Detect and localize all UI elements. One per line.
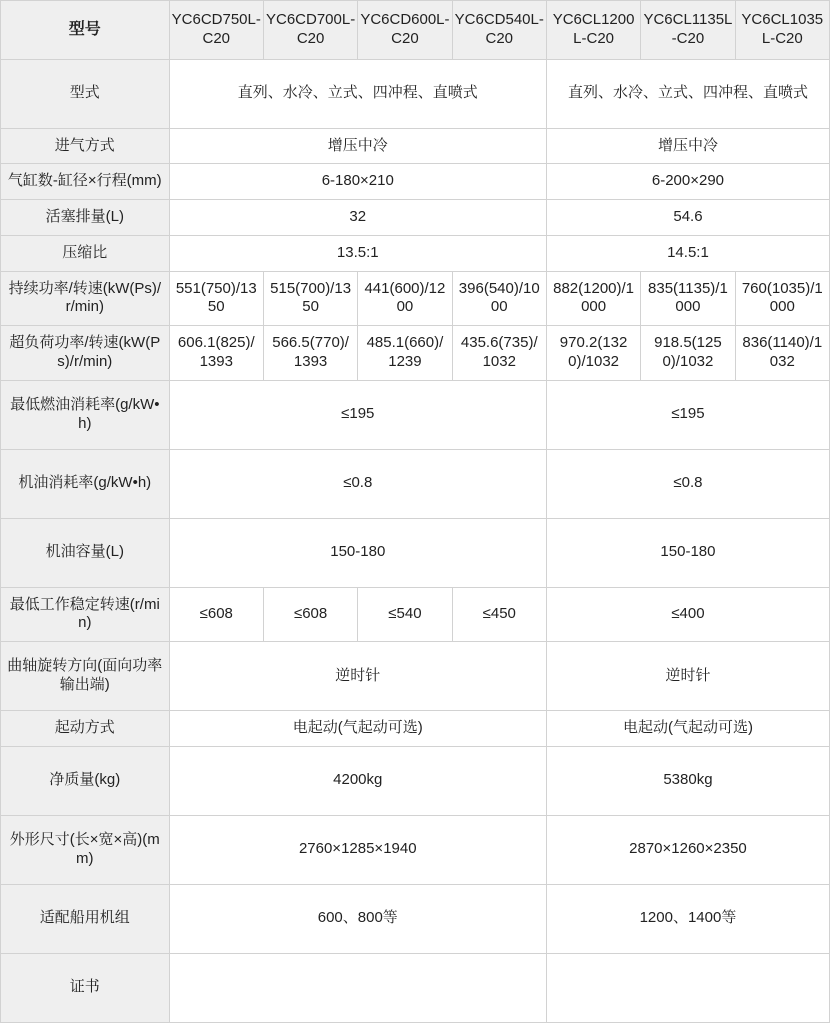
table-row [1,164,830,200]
row-label-bore-stroke: 气缸数-缸径×行程(mm) [1,164,170,200]
table-row [1,746,830,815]
row-net-weight-right: 5380kg [546,746,829,815]
header-model-5: YC6CL1200L-C20 [546,1,640,60]
row-marine-genset-right: 1200、1400等 [546,884,829,953]
header-model-2: YC6CD700L-C20 [263,1,357,60]
table-row [1,587,830,642]
row-certificate-right [546,953,829,1022]
row-start-mode-left: 电起动(气起动可选) [169,711,546,747]
row-oil-consumption-right: ≤0.8 [546,449,829,518]
row-bore-stroke-right: 6-200×290 [546,164,829,200]
header-model-3: YC6CD600L-C20 [358,1,452,60]
row-oil-capacity-left: 150-180 [169,518,546,587]
row-min-stable-speed-2: ≤608 [263,587,357,642]
row-displacement-right: 54.6 [546,200,829,236]
row-intake-left: 增压中冷 [169,128,546,164]
row-compression-left: 13.5:1 [169,235,546,271]
table-row [1,271,830,326]
row-continuous-power-5: 882(1200)/1000 [546,271,640,326]
row-oil-capacity-right: 150-180 [546,518,829,587]
row-bore-stroke-left: 6-180×210 [169,164,546,200]
row-continuous-power-4: 396(540)/1000 [452,271,546,326]
row-overload-power-3: 485.1(660)/1239 [358,326,452,381]
row-continuous-power-3: 441(600)/1200 [358,271,452,326]
row-net-weight-left: 4200kg [169,746,546,815]
row-certificate-left [169,953,546,1022]
row-overload-power-5: 970.2(1320)/1032 [546,326,640,381]
row-oil-consumption-left: ≤0.8 [169,449,546,518]
row-label-intake: 进气方式 [1,128,170,164]
table-row [1,449,830,518]
row-label-overload-power: 超负荷功率/转速(kW(Ps)/r/min) [1,326,170,381]
row-min-stable-speed-1: ≤608 [169,587,263,642]
row-continuous-power-6: 835(1135)/1000 [641,271,735,326]
row-continuous-power-7: 760(1035)/1000 [735,271,829,326]
row-label-oil-consumption: 机油消耗率(g/kW•h) [1,449,170,518]
table-row [1,380,830,449]
row-overload-power-1: 606.1(825)/1393 [169,326,263,381]
row-type-left: 直列、水冷、立式、四冲程、直喷式 [169,59,546,128]
row-overload-power-6: 918.5(1250)/1032 [641,326,735,381]
row-label-rotation-direction: 曲轴旋转方向(面向功率输出端) [1,642,170,711]
row-compression-right: 14.5:1 [546,235,829,271]
table-row [1,326,830,381]
table-row [1,884,830,953]
row-displacement-left: 32 [169,200,546,236]
row-min-stable-speed-right: ≤400 [546,587,829,642]
header-model-7: YC6CL1035L-C20 [735,1,829,60]
row-label-continuous-power: 持续功率/转速(kW(Ps)/r/min) [1,271,170,326]
table-row [1,642,830,711]
row-start-mode-right: 电起动(气起动可选) [546,711,829,747]
row-label-type: 型式 [1,59,170,128]
table-row [1,128,830,164]
row-continuous-power-1: 551(750)/1350 [169,271,263,326]
table-row [1,518,830,587]
row-label-net-weight: 净质量(kg) [1,746,170,815]
row-min-stable-speed-3: ≤540 [358,587,452,642]
row-min-stable-speed-4: ≤450 [452,587,546,642]
row-label-displacement: 活塞排量(L) [1,200,170,236]
row-label-start-mode: 起动方式 [1,711,170,747]
row-dimensions-left: 2760×1285×1940 [169,815,546,884]
row-rotation-direction-left: 逆时针 [169,642,546,711]
table-row [1,815,830,884]
header-model-label: 型号 [1,1,170,60]
row-label-oil-capacity: 机油容量(L) [1,518,170,587]
row-continuous-power-2: 515(700)/1350 [263,271,357,326]
table-row [1,200,830,236]
table-row [1,711,830,747]
header-model-6: YC6CL1135L-C20 [641,1,735,60]
row-overload-power-7: 836(1140)/1032 [735,326,829,381]
row-marine-genset-left: 600、800等 [169,884,546,953]
row-rotation-direction-right: 逆时针 [546,642,829,711]
row-dimensions-right: 2870×1260×2350 [546,815,829,884]
table-header-row [1,1,830,60]
row-overload-power-4: 435.6(735)/1032 [452,326,546,381]
row-type-right: 直列、水冷、立式、四冲程、直喷式 [546,59,829,128]
row-intake-right: 增压中冷 [546,128,829,164]
row-label-fuel-consumption: 最低燃油消耗率(g/kW•h) [1,380,170,449]
row-fuel-consumption-right: ≤195 [546,380,829,449]
row-overload-power-2: 566.5(770)/1393 [263,326,357,381]
table-row [1,235,830,271]
table-row [1,953,830,1022]
header-model-1: YC6CD750L-C20 [169,1,263,60]
row-label-certificate: 证书 [1,953,170,1022]
row-label-dimensions: 外形尺寸(长×宽×高)(mm) [1,815,170,884]
row-label-compression: 压缩比 [1,235,170,271]
row-label-min-stable-speed: 最低工作稳定转速(r/min) [1,587,170,642]
header-model-4: YC6CD540L-C20 [452,1,546,60]
row-fuel-consumption-left: ≤195 [169,380,546,449]
row-label-marine-genset: 适配船用机组 [1,884,170,953]
table-row [1,59,830,128]
